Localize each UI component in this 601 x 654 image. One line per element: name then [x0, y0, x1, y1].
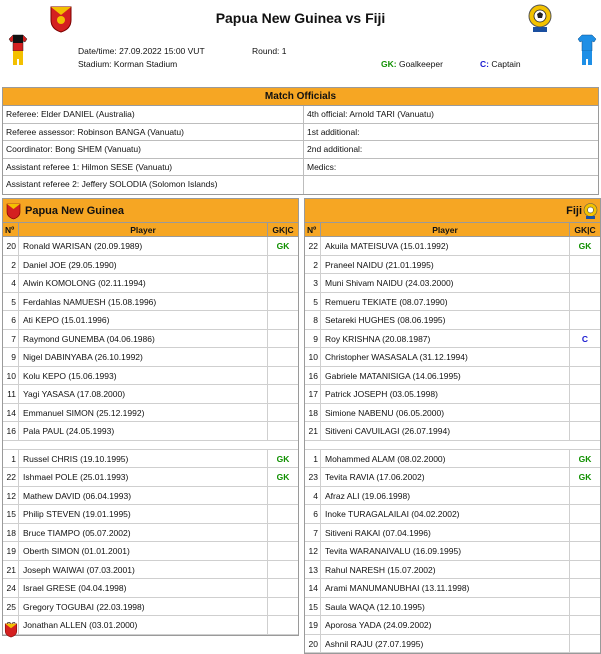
officials-row: [3, 141, 598, 159]
player-number: 20: [3, 237, 19, 255]
player-name: Mathew DAVID (06.04.1993): [19, 487, 268, 505]
player-number: 18: [3, 524, 19, 542]
player-number: 16: [3, 422, 19, 440]
player-row: [3, 524, 298, 543]
player-name: Daniel JOE (29.05.1990): [19, 256, 268, 274]
player-row: [305, 404, 600, 423]
goalkeeper-flag: GK: [276, 453, 290, 464]
player-flag: [570, 256, 600, 274]
player-row: [305, 311, 600, 330]
official-assessor: Referee assessor: Robinson BANGA (Vanuatu): [3, 124, 304, 141]
player-row: [305, 579, 600, 598]
player-number: 4: [3, 274, 19, 292]
player-flag: [268, 367, 298, 385]
fiji-column-headers: [305, 223, 600, 237]
player-number: 14: [3, 404, 19, 422]
player-flag: [268, 616, 298, 634]
player-number: 2: [3, 256, 19, 274]
player-number: 24: [3, 579, 19, 597]
player-name: Rahul NARESH (15.07.2002): [321, 561, 570, 579]
official-first-additional: 1st additional:: [307, 126, 360, 137]
player-row: [305, 524, 600, 543]
player-number: 9: [3, 348, 19, 366]
goalkeeper-flag: GK: [276, 472, 290, 482]
player-number: 8: [305, 311, 321, 329]
player-name: Bruce TIAMPO (05.07.2002): [19, 524, 268, 542]
player-row: [3, 385, 298, 404]
player-name: Kolu KEPO (15.06.1993): [19, 367, 268, 385]
officials-title: Match Officials: [3, 88, 598, 106]
player-number: 6: [305, 505, 321, 523]
player-flag: [570, 487, 600, 505]
player-name: Jonathan ALLEN (03.01.2000): [19, 616, 268, 634]
player-name: Remueru TEKIATE (08.07.1990): [321, 293, 570, 311]
player-number: 23: [305, 468, 321, 486]
player-number: 7: [3, 330, 19, 348]
player-row: [3, 542, 298, 561]
player-name: Setareki HUGHES (08.06.1995): [321, 311, 570, 329]
player-row: [305, 598, 600, 617]
player-name: Roy KRISHNA (20.08.1987): [321, 330, 570, 348]
player-number: 3: [305, 274, 321, 292]
player-row: [3, 450, 298, 469]
fiji-crest-icon: [527, 3, 553, 33]
player-number: 10: [305, 348, 321, 366]
player-number: 21: [3, 561, 19, 579]
goalkeeper-flag: GK: [578, 472, 592, 482]
player-row: [305, 616, 600, 635]
png-crest-icon: [6, 202, 21, 220]
player-flag: [570, 422, 600, 440]
player-row: [305, 237, 600, 256]
player-row: [305, 505, 600, 524]
col-player-header: Player: [321, 223, 570, 236]
player-name: Russel CHRIS (19.10.1995): [19, 450, 268, 468]
official-medics: Medics:: [307, 161, 337, 172]
player-number: 12: [305, 542, 321, 560]
match-datetime: Date/time: 27.09.2022 15:00 VUT: [78, 46, 205, 56]
player-row: [3, 487, 298, 506]
png-column-headers: [3, 223, 298, 237]
player-flag: [268, 542, 298, 560]
player-name: Pala PAUL (24.05.1993): [19, 422, 268, 440]
player-name: Yagi YASASA (17.08.2000): [19, 385, 268, 403]
official-referee: Referee: Elder DANIEL (Australia): [3, 106, 304, 123]
player-number: 17: [305, 385, 321, 403]
player-number: 16: [305, 367, 321, 385]
player-number: 18: [305, 404, 321, 422]
player-row: [3, 348, 298, 367]
player-row: [3, 293, 298, 312]
officials-row: [3, 124, 598, 142]
png-lineup-table: [2, 198, 299, 636]
player-row: [305, 367, 600, 386]
player-flag: [268, 505, 298, 523]
player-name: Ronald WARISAN (20.09.1989): [19, 237, 268, 255]
player-row: [305, 385, 600, 404]
player-flag: [268, 524, 298, 542]
player-flag: [570, 561, 600, 579]
officials-row: [3, 159, 598, 177]
player-name: Gregory TOGUBAI (22.03.1998): [19, 598, 268, 616]
player-number: 5: [3, 293, 19, 311]
player-number: 1: [305, 450, 321, 468]
player-number: 20: [305, 635, 321, 653]
player-row: [305, 468, 600, 487]
player-number: 15: [305, 598, 321, 616]
player-number: 11: [3, 385, 19, 403]
player-row: [3, 274, 298, 293]
player-row: [3, 616, 298, 635]
player-name: Ati KEPO (15.01.1996): [19, 311, 268, 329]
player-row: [3, 468, 298, 487]
official-assistant-1: Assistant referee 1: Hilmon SESE (Vanuatu): [3, 159, 304, 176]
png-team-name: Papua New Guinea: [25, 205, 125, 217]
player-name: Oberth SIMON (01.01.2001): [19, 542, 268, 560]
captain-legend: [480, 59, 521, 69]
player-name: Patrick JOSEPH (03.05.1998): [321, 385, 570, 403]
png-team-header: [3, 199, 298, 223]
player-flag: [570, 274, 600, 292]
player-name: Praneel NAIDU (21.01.1995): [321, 256, 570, 274]
player-row: [3, 330, 298, 349]
player-row: [3, 404, 298, 423]
player-flag: [268, 330, 298, 348]
col-flags-header: GK|C: [272, 225, 294, 235]
player-flag: [570, 311, 600, 329]
player-name: Emmanuel SIMON (25.12.1992): [19, 404, 268, 422]
fiji-team-name: Fiji: [566, 205, 582, 217]
player-name: Alwin KOMOLONG (02.11.1994): [19, 274, 268, 292]
player-row: [305, 561, 600, 580]
player-name: Simione NABENU (06.05.2000): [321, 404, 570, 422]
fiji-kit-icon: [577, 34, 597, 66]
player-number: 22: [3, 468, 19, 486]
player-flag: [268, 293, 298, 311]
player-number: 4: [305, 487, 321, 505]
player-number: 21: [305, 422, 321, 440]
goalkeeper-flag: GK: [276, 241, 290, 251]
match-title: Papua New Guinea vs Fiji: [215, 10, 386, 26]
player-number: 19: [3, 542, 19, 560]
officials-row: [3, 106, 598, 124]
player-flag: [268, 598, 298, 616]
player-flag: [570, 524, 600, 542]
row-divider: [305, 441, 600, 450]
col-player-header: Player: [19, 223, 268, 236]
player-flag: [570, 505, 600, 523]
player-flag: [268, 348, 298, 366]
player-row: [3, 579, 298, 598]
row-divider: [3, 441, 298, 450]
player-row: [305, 422, 600, 441]
gk-legend-text: Goalkeeper: [396, 59, 443, 69]
match-header: [0, 0, 601, 86]
player-number: 5: [305, 293, 321, 311]
player-name: Gabriele MATANISIGA (14.06.1995): [321, 367, 570, 385]
player-name: Saula WAQA (12.10.1995): [321, 598, 570, 616]
captain-flag: C: [581, 333, 589, 344]
captain-legend-code: C:: [480, 59, 489, 69]
official-assistant-2: Assistant referee 2: Jeffery SOLODIA (Solomon Islands): [3, 176, 304, 194]
official-fourth: 4th official: Arnold TARI (Vanuatu): [307, 109, 434, 119]
png-substitutes: [3, 450, 298, 635]
player-row: [3, 367, 298, 386]
player-row: [3, 561, 298, 580]
player-number: 14: [305, 579, 321, 597]
player-name: Sitiveni CAVUILAGI (26.07.1994): [321, 422, 570, 440]
player-flag: [268, 256, 298, 274]
player-name: Joseph WAIWAI (07.03.2001): [19, 561, 268, 579]
player-name: Nigel DABINYABA (26.10.1992): [19, 348, 268, 366]
player-number: 19: [305, 616, 321, 634]
player-number: 1: [3, 450, 19, 468]
gk-legend: [381, 59, 443, 69]
player-row: [305, 635, 600, 654]
officials-row: [3, 176, 598, 194]
png-starters: [3, 237, 298, 441]
player-number: 7: [305, 524, 321, 542]
fiji-lineup-table: [304, 198, 601, 654]
player-flag: [570, 616, 600, 634]
official-empty: [304, 176, 598, 194]
player-name: Aporosa YADA (24.09.2002): [321, 616, 570, 634]
player-name: Akuila MATEISUVA (15.01.1992): [321, 237, 570, 255]
player-name: Mohammed ALAM (08.02.2000): [321, 450, 570, 468]
fiji-crest-icon: [583, 202, 598, 220]
player-name: Philip STEVEN (19.01.1995): [19, 505, 268, 523]
col-flags-header: GK|C: [574, 225, 596, 235]
player-flag: [268, 579, 298, 597]
player-flag: [268, 487, 298, 505]
player-flag: [570, 348, 600, 366]
player-flag: [268, 311, 298, 329]
match-stadium: Stadium: Korman Stadium: [78, 59, 178, 69]
player-row: [305, 330, 600, 349]
player-name: Arami MANUMANUBHAI (13.11.1998): [321, 579, 570, 597]
col-number-header: Nº: [3, 223, 19, 236]
player-flag: [570, 404, 600, 422]
player-row: [3, 505, 298, 524]
player-name: Sitiveni RAKAI (07.04.1996): [321, 524, 570, 542]
fiji-team-header: [305, 199, 600, 223]
col-number-header: Nº: [305, 223, 321, 236]
player-name: Muni Shivam NAIDU (24.03.2000): [321, 274, 570, 292]
player-row: [3, 598, 298, 617]
player-flag: [268, 404, 298, 422]
player-row: [3, 422, 298, 441]
gk-legend-code: GK:: [381, 59, 397, 69]
player-flag: [570, 579, 600, 597]
player-row: [305, 542, 600, 561]
player-flag: [268, 385, 298, 403]
player-name: Ashnil RAJU (27.07.1995): [321, 635, 570, 653]
player-name: Inoke TURAGALAILAI (04.02.2002): [321, 505, 570, 523]
captain-legend-text: Captain: [488, 59, 521, 69]
fiji-starters: [305, 237, 600, 441]
player-row: [305, 293, 600, 312]
player-flag: [570, 293, 600, 311]
player-number: 9: [305, 330, 321, 348]
player-flag: [570, 367, 600, 385]
player-row: [305, 348, 600, 367]
player-name: Raymond GUNEMBA (04.06.1986): [19, 330, 268, 348]
player-number: 10: [3, 367, 19, 385]
official-second-additional: 2nd additional:: [307, 144, 363, 154]
fiji-substitutes: [305, 450, 600, 654]
player-flag: [570, 598, 600, 616]
player-row: [3, 237, 298, 256]
player-name: Christopher WASASALA (31.12.1994): [321, 348, 570, 366]
png-kit-icon: [8, 34, 28, 66]
player-name: Tevita WARANAIVALU (16.09.1995): [321, 542, 570, 560]
player-number: 25: [3, 598, 19, 616]
goalkeeper-flag: GK: [578, 453, 592, 464]
player-name: Ferdahlas NAMUESH (15.08.1996): [19, 293, 268, 311]
player-row: [305, 256, 600, 275]
player-row: [305, 487, 600, 506]
player-row: [305, 274, 600, 293]
player-name: Ishmael POLE (25.01.1993): [19, 468, 268, 486]
player-row: [305, 450, 600, 469]
player-flag: [268, 422, 298, 440]
player-flag: [268, 561, 298, 579]
player-number: 6: [3, 311, 19, 329]
player-number: 13: [305, 561, 321, 579]
player-number: 2: [305, 256, 321, 274]
player-row: [3, 311, 298, 330]
goalkeeper-flag: GK: [578, 241, 592, 251]
player-number: 15: [3, 505, 19, 523]
player-number: 12: [3, 487, 19, 505]
match-officials-table: [2, 87, 599, 195]
official-coordinator: Coordinator: Bong SHEM (Vanuatu): [3, 141, 304, 158]
player-name: Israel GRESE (04.04.1998): [19, 579, 268, 597]
player-flag: [570, 385, 600, 403]
player-flag: [268, 274, 298, 292]
player-row: [3, 256, 298, 275]
player-name: Afraz ALI (19.06.1998): [321, 487, 570, 505]
match-round: Round: 1: [252, 46, 287, 56]
png-crest-icon: [4, 622, 18, 638]
player-number: 22: [305, 237, 321, 255]
player-flag: [570, 542, 600, 560]
player-name: Tevita RAVIA (17.06.2002): [321, 468, 570, 486]
player-flag: [570, 635, 600, 653]
